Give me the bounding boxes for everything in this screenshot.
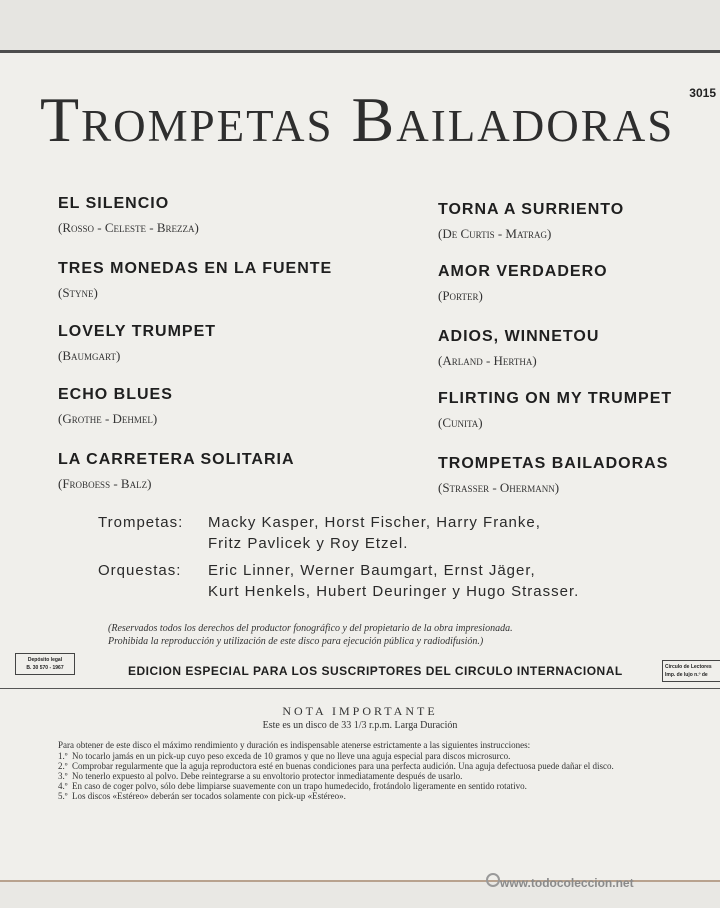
circulo-box <box>662 660 720 682</box>
track-authors: (Strasser - Ohermann) <box>438 480 560 495</box>
track-authors: (Styne) <box>58 285 98 300</box>
top-band <box>0 0 720 50</box>
instruction-number: 5.º <box>58 791 68 801</box>
trompetas-label: Trompetas: <box>98 514 184 531</box>
instruction-item <box>58 761 678 771</box>
track-name: TORNA A SURRIENTO <box>438 201 625 218</box>
deposito-label: Depósito legal <box>27 657 63 663</box>
track-name: EL SILENCIO <box>58 195 170 212</box>
instructions-intro: Para obtener de este disco el máximo rendimiento y duración es indispensable atenerse estrictamente a las siguientes instrucciones: <box>58 740 531 750</box>
instruction-text: No tenerlo expuesto al polvo. Debe reintegrarse a su envoltorio protector inmediatamente después de usarlo. <box>72 771 463 781</box>
trompetas-line-1: Macky Kasper, Horst Fischer, Harry Franke, <box>208 514 541 531</box>
edition-notice: EDICION ESPECIAL PARA LOS SUSCRIPTORES DEL CIRCULO INTERNACIONAL <box>128 664 623 678</box>
orquestas-row <box>98 560 579 581</box>
orquestas-label: Orquestas: <box>98 562 182 579</box>
track-authors: (Porter) <box>438 288 483 303</box>
rights-notice <box>108 622 513 648</box>
track-right-1 <box>438 201 720 242</box>
track-authors: (Arland - Hertha) <box>438 353 537 368</box>
instruction-item <box>58 771 678 781</box>
disco-info: Este es un disco de 33 1/3 r.p.m. Larga Duración <box>262 720 458 731</box>
watermark-logo-icon <box>486 873 500 887</box>
track-left-3 <box>58 323 358 364</box>
catalog-number: 3015 <box>689 86 716 100</box>
section-divider <box>0 688 720 689</box>
track-authors: (Baumgart) <box>58 348 121 363</box>
track-name: TRES MONEDAS EN LA FUENTE <box>58 260 333 277</box>
circulo-line-2: Imp. de lujo n.º de <box>665 672 708 678</box>
track-right-5 <box>438 455 720 496</box>
deposito-value: B. 30 570 - 1967 <box>26 665 64 671</box>
track-left-5 <box>58 451 358 492</box>
instruction-item <box>58 781 678 791</box>
top-rule <box>0 50 720 53</box>
instructions-list <box>58 751 678 801</box>
track-authors: (Rosso - Celeste - Brezza) <box>58 220 199 235</box>
instruction-item <box>58 751 678 761</box>
track-authors: (Froboess - Balz) <box>58 476 152 491</box>
instruction-number: 2.º <box>58 761 68 771</box>
track-name: ADIOS, WINNETOU <box>438 328 600 345</box>
track-right-4 <box>438 390 720 431</box>
track-name: LA CARRETERA SOLITARIA <box>58 451 295 468</box>
track-authors: (Cunita) <box>438 415 483 430</box>
instruction-number: 1.º <box>58 751 68 761</box>
trompetas-line-2: Fritz Pavlicek y Roy Etzel. <box>208 535 409 552</box>
orquestas-line-1: Eric Linner, Werner Baumgart, Ernst Jäger, <box>208 562 536 579</box>
trompetas-row <box>98 512 579 533</box>
watermark-text: www.todocoleccion.net <box>500 876 634 890</box>
track-left-4 <box>58 386 358 427</box>
credits <box>98 512 579 602</box>
circulo-line-1: Círculo de Lectores <box>665 664 712 670</box>
rights-line-1: (Reservados todos los derechos del productor fonográfico y del propietario de la obra impresionada. <box>108 623 513 634</box>
instruction-number: 4.º <box>58 781 68 791</box>
nota-title: NOTA IMPORTANTE <box>282 704 438 718</box>
track-right-3 <box>438 328 720 369</box>
instruction-number: 3.º <box>58 771 68 781</box>
rights-line-2: Prohibida la reproducción y utilización de este disco para ejecución pública y radiodifusión.) <box>108 636 484 647</box>
instruction-text: En caso de coger polvo, sólo debe limpiarse suavemente con un trapo humedecido, frotándolo ligeramente en sentido rotativo. <box>72 781 527 791</box>
album-title: Trompetas Bailadoras <box>40 84 675 155</box>
instruction-item <box>58 791 678 801</box>
track-name: AMOR VERDADERO <box>438 263 608 280</box>
instruction-text: Comprobar regularmente que la aguja reproductora esté en buenas condiciones para una perfecta audición. Una aguja defectuosa puede dañar el disco. <box>72 761 614 771</box>
instruction-text: No tocarlo jamás en un pick-up cuyo peso exceda de 10 gramos y que no lleve una aguja especial para discos microsurco. <box>72 751 511 761</box>
orquestas-line-2: Kurt Henkels, Hubert Deuringer y Hugo Strasser. <box>208 583 580 600</box>
track-name: FLIRTING ON MY TRUMPET <box>438 390 673 407</box>
track-left-2 <box>58 260 358 301</box>
instruction-text: Los discos «Estéreo» deberán ser tocados solamente con pick-up «Estéreo». <box>72 791 346 801</box>
track-name: TROMPETAS BAILADORAS <box>438 455 669 472</box>
track-left-1 <box>58 195 358 236</box>
track-authors: (De Curtis - Matrag) <box>438 226 552 241</box>
deposito-legal-box <box>15 653 75 675</box>
track-authors: (Grothe - Dehmel) <box>58 411 158 426</box>
track-name: LOVELY TRUMPET <box>58 323 217 340</box>
track-right-2 <box>438 263 720 304</box>
track-name: ECHO BLUES <box>58 386 173 403</box>
